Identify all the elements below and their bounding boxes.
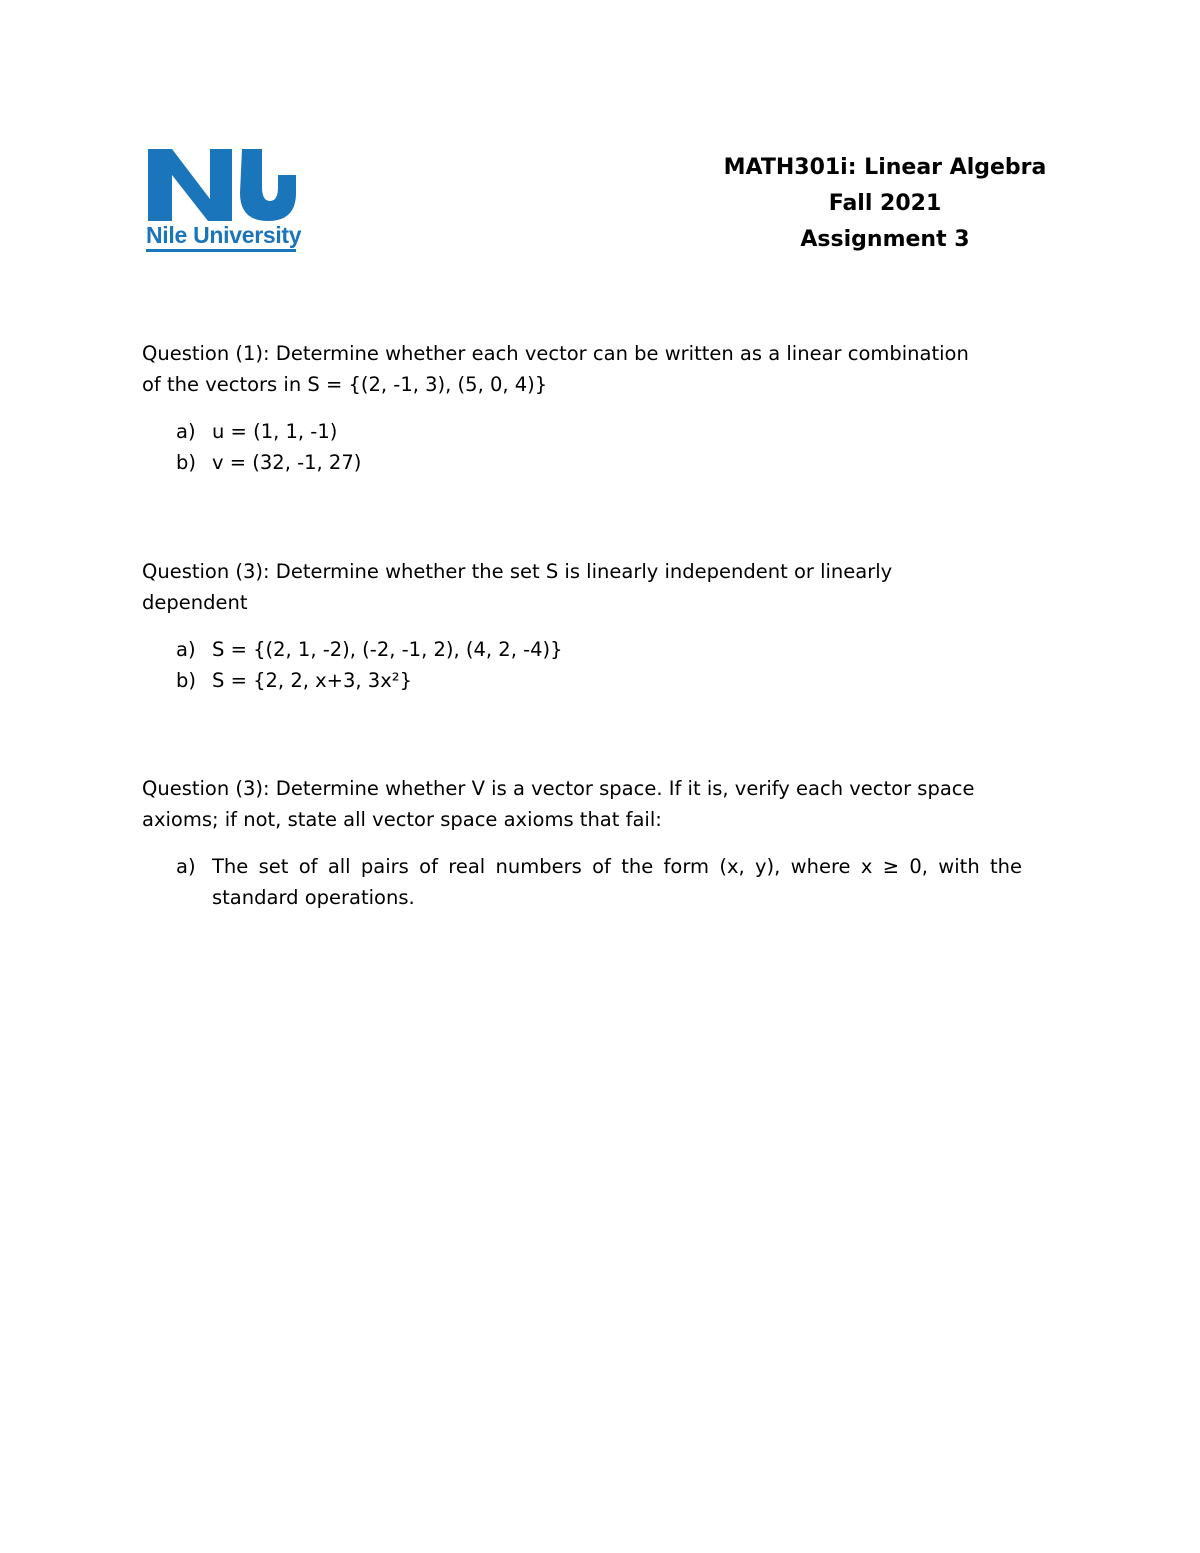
document-header xyxy=(700,150,1070,258)
nile-university-logo xyxy=(146,147,302,255)
question-1-items xyxy=(176,416,361,478)
list-item xyxy=(176,851,1022,913)
question-3 xyxy=(142,773,975,835)
item-label: a) xyxy=(176,420,196,443)
item-label: a) xyxy=(176,855,196,878)
item-label: b) xyxy=(176,669,196,692)
course-title: MATH301i: Linear Algebra xyxy=(723,155,1047,180)
item-text: S = {(2, 1, -2), (-2, -1, 2), (4, 2, -4)} xyxy=(212,638,563,661)
assignment-title: Assignment 3 xyxy=(800,227,970,252)
list-item xyxy=(176,416,361,447)
item-text: S = {2, 2, x+3, 3x²} xyxy=(212,669,412,692)
item-text: u = (1, 1, -1) xyxy=(212,420,338,443)
nu-logo-mark xyxy=(146,147,298,223)
question-2-line-2: dependent xyxy=(142,591,248,614)
item-text: The set of all pairs of real numbers of the form (x, y), where x ≥ 0, with the standard operations. xyxy=(212,855,1022,909)
item-label: b) xyxy=(176,451,196,474)
logo-text: Nile University xyxy=(146,222,302,248)
term: Fall 2021 xyxy=(828,191,942,216)
question-2-line-1: Question (3): Determine whether the set S is linearly independent or linearly xyxy=(142,560,893,583)
question-2 xyxy=(142,556,892,618)
list-item xyxy=(176,665,563,696)
question-1-line-2: of the vectors in S = {(2, -1, 3), (5, 0, 4)} xyxy=(142,373,548,396)
question-1 xyxy=(142,338,969,400)
list-item xyxy=(176,447,361,478)
item-text: v = (32, -1, 27) xyxy=(212,451,362,474)
question-3-line-2: axioms; if not, state all vector space axioms that fail: xyxy=(142,808,662,831)
question-1-line-1: Question (1): Determine whether each vector can be written as a linear combination xyxy=(142,342,969,365)
list-item xyxy=(176,634,563,665)
question-2-items xyxy=(176,634,563,696)
logo-underline xyxy=(146,249,296,252)
item-label: a) xyxy=(176,638,196,661)
question-3-items xyxy=(176,851,1022,913)
question-3-line-1: Question (3): Determine whether V is a vector space. If it is, verify each vector space xyxy=(142,777,975,800)
